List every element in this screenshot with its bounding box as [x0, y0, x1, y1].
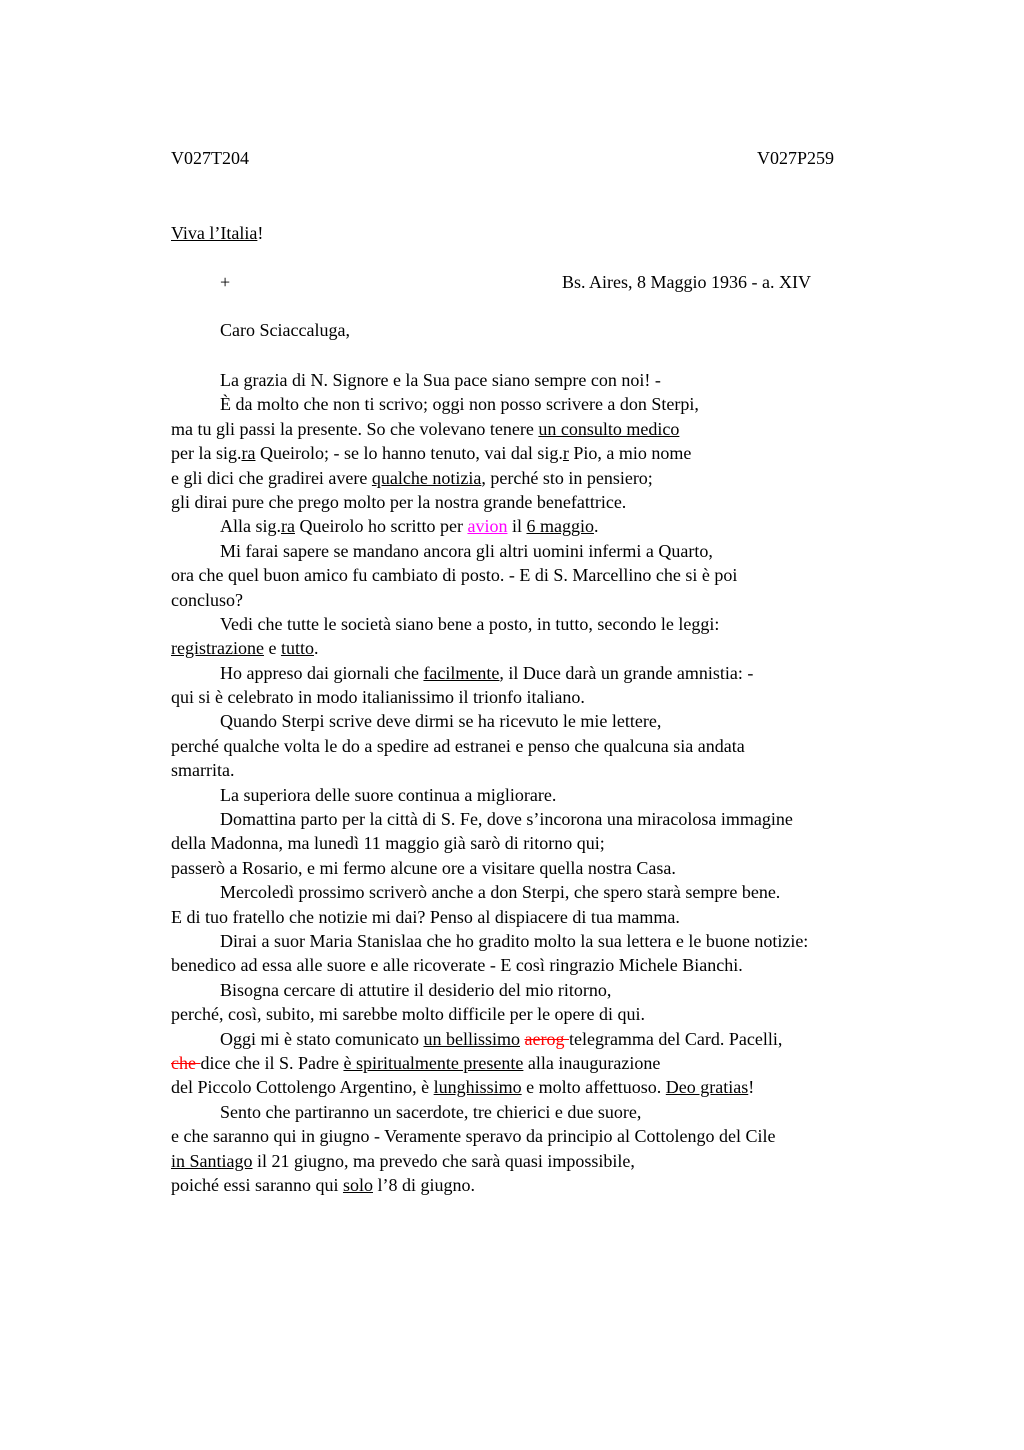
body-line [171, 1149, 911, 1173]
underlined-text: tutto [280, 638, 314, 659]
body-line: smarrita. [171, 760, 235, 781]
text-run: telegramma del Card. Pacelli, [568, 1028, 783, 1049]
text-run: il 21 giugno, ma prevedo che sarà quasi impossibile, [252, 1150, 635, 1171]
body-line: E di tuo fratello che notizie mi dai? Penso al dispiacere di tua mamma. [171, 906, 680, 927]
body-line: Vedi che tutte le società siano bene a posto, in tutto, secondo le leggi: [220, 613, 720, 634]
motto-tail: ! [257, 223, 264, 243]
document-code-right: V027P259 [757, 148, 835, 168]
body-line: qui si è celebrato in modo italianissimo il trionfo italiano. [171, 687, 585, 708]
text-run: e gli dici che gradirei avere [171, 467, 372, 488]
body-line [171, 466, 911, 490]
underlined-text: Deo gratias [665, 1077, 749, 1098]
body-line: La grazia di N. Signore e la Sua pace siano sempre con noi! - [220, 370, 661, 390]
text-run: Oggi mi è stato comunicato [220, 1028, 424, 1049]
body-line: Dirai a suor Maria Stanislaa che ho gradito molto la sua lettera e le buone notizie: [220, 930, 809, 951]
body-line [171, 1173, 911, 1197]
cross-mark: + [220, 272, 231, 292]
body-line: benedico ad essa alle suore e alle ricoverate - E così ringrazio Michele Bianchi. [171, 955, 743, 976]
underlined-text: r [562, 443, 569, 464]
underlined-text: è spiritualmente presente [343, 1052, 524, 1073]
body-line: Domattina parto per la città di S. Fe, dove s’incorona una miracolosa immagine [220, 809, 793, 830]
body-line [171, 636, 911, 660]
body-line: Mi farai sapere se mandano ancora gli altri uomini infermi a Quarto, [220, 540, 713, 561]
body-line [171, 1075, 911, 1099]
letter-date: Bs. Aires, 8 Maggio 1936 - a. XIV [562, 272, 811, 292]
body-line [171, 417, 911, 441]
motto [171, 222, 263, 244]
text-run: e molto affettuoso. [521, 1077, 666, 1098]
body-line [171, 514, 911, 538]
text-run: Pio, a mio nome [568, 443, 692, 464]
underlined-text: lunghissimo [433, 1077, 522, 1098]
text-run: del Piccolo Cottolengo Argentino, è [171, 1077, 434, 1098]
underlined-text: qualche notizia [371, 467, 482, 488]
body-line: concluso? [171, 589, 243, 610]
underlined-text: un bellissimo [423, 1028, 520, 1049]
text-run: e [263, 638, 281, 659]
body-line: Sento che partiranno un sacerdote, tre chierici e due suore, [220, 1101, 642, 1122]
body-line: e che saranno qui in giugno - Veramente speravo da principio al Cottolengo del Cile [171, 1126, 776, 1147]
underlined-text: 6 maggio [526, 516, 594, 537]
body-line [171, 1027, 911, 1051]
body-line: perché, così, subito, mi sarebbe molto difficile per le opere di qui. [171, 1004, 646, 1025]
underlined-text: solo [342, 1174, 373, 1195]
underlined-text: registrazione [171, 638, 264, 659]
text-run: ma tu gli passi la presente. So che volevano tenere [171, 418, 539, 439]
body-line [171, 661, 911, 685]
body-line: gli dirai pure che prego molto per la nostra grande benefattrice. [171, 491, 627, 512]
text-run: dice che il S. Padre [200, 1052, 344, 1073]
text-run: ! [748, 1077, 755, 1098]
motto-underlined: Viva l’Italia [171, 223, 258, 243]
underlined-text: un consulto medico [538, 418, 680, 439]
greeting: Caro Sciaccaluga, [220, 320, 350, 340]
underlined-text: facilmente [423, 662, 500, 683]
underlined-text: in Santiago [171, 1150, 253, 1171]
body-line: della Madonna, ma lunedì 11 maggio già sarò di ritorno qui; [171, 833, 605, 854]
text-run: alla inaugurazione [523, 1052, 661, 1073]
text-run: , il Duce darà un grande amnistia: - [499, 662, 754, 683]
deleted-text: che [171, 1052, 201, 1073]
inserted-text: avion [467, 516, 508, 537]
text-run: Ho appreso dai giornali che [220, 662, 424, 683]
body-line: Quando Sterpi scrive deve dirmi se ha ricevuto le mie lettere, [220, 711, 662, 732]
body-line: perché qualche volta le do a spedire ad estranei e penso che qualcuna sia andata [171, 735, 745, 756]
body-line: Bisogna cercare di attutire il desiderio del mio ritorno, [220, 979, 612, 1000]
body-line: La superiora delle suore continua a migliorare. [220, 784, 557, 805]
body-line [171, 1051, 911, 1075]
body-line: passerò a Rosario, e mi fermo alcune ore a visitare quella nostra Casa. [171, 857, 676, 878]
document-code-left: V027T204 [171, 148, 249, 168]
body-line: ora che quel buon amico fu cambiato di posto. - E di S. Marcellino che si è poi [171, 565, 738, 586]
underlined-text: ra [241, 443, 256, 464]
body-line [171, 441, 911, 465]
body-line: Mercoledì prossimo scriverò anche a don Sterpi, che spero starà sempre bene. [220, 882, 781, 903]
text-run: poiché essi saranno qui [171, 1174, 343, 1195]
text-run: . [313, 638, 319, 659]
text-run: Queirolo ho scritto per [294, 516, 468, 537]
text-run: Alla sig. [220, 516, 281, 537]
text-run: il [507, 516, 527, 537]
deleted-text: aerog [524, 1028, 569, 1049]
text-run: per la sig. [171, 443, 242, 464]
text-run: l’8 di giugno. [372, 1174, 475, 1195]
text-run: , perché sto in pensiero; [481, 467, 653, 488]
text-run: . [593, 516, 599, 537]
text-run: Queirolo; - se lo hanno tenuto, vai dal sig. [255, 443, 563, 464]
letter-body [171, 368, 911, 1197]
underlined-text: ra [281, 516, 295, 537]
body-line: È da molto che non ti scrivo; oggi non posso scrivere a don Sterpi, [220, 394, 699, 415]
